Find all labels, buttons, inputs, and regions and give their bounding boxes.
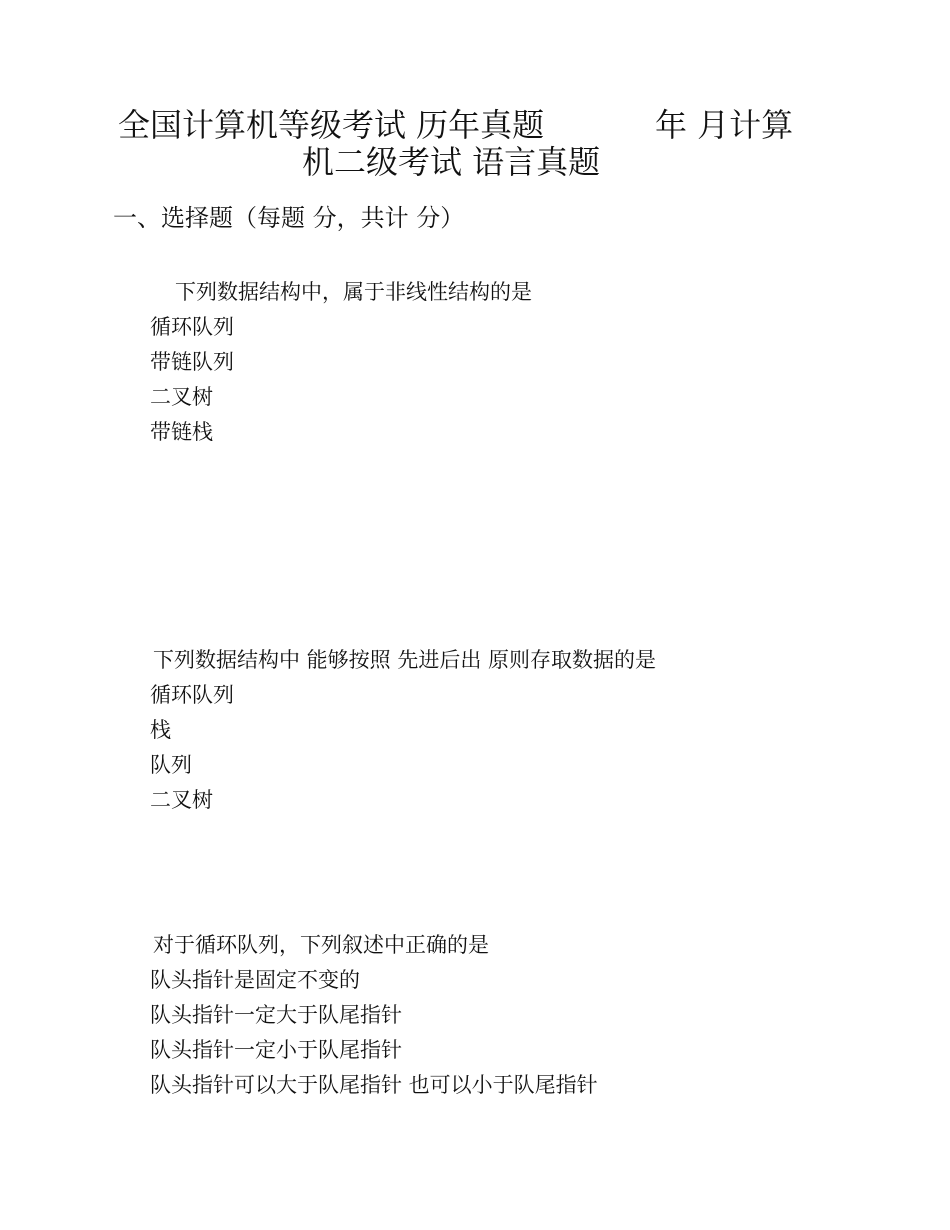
- document-title-line-1-right: 年 月计算: [655, 106, 794, 144]
- question-2-option-c: 队列: [150, 753, 192, 777]
- question-2-option-d: 二叉树: [150, 788, 213, 812]
- question-1-option-d: 带链栈: [150, 420, 213, 444]
- question-3-option-b: 队头指针一定大于队尾指针: [150, 1003, 402, 1027]
- question-1-option-b: 带链队列: [150, 350, 234, 374]
- question-3-option-a: 队头指针是固定不变的: [150, 968, 360, 992]
- document-title-line-2: 机二级考试 语言真题: [302, 143, 601, 181]
- question-3-option-c: 队头指针一定小于队尾指针: [150, 1038, 402, 1062]
- question-1-stem: 下列数据结构中，属于非线性结构的是: [175, 280, 532, 304]
- document-title-line-1: 全国计算机等级考试 历年真题: [118, 106, 545, 144]
- question-2-stem: 下列数据结构中 能够按照 先进后出 原则存取数据的是: [153, 648, 657, 672]
- question-2-option-b: 栈: [150, 718, 171, 742]
- question-3-option-d: 队头指针可以大于队尾指针 也可以小于队尾指针: [150, 1073, 598, 1097]
- question-1-option-a: 循环队列: [150, 315, 234, 339]
- section-heading: 一、选择题（每题 分，共计 分）: [113, 204, 465, 232]
- question-2-option-a: 循环队列: [150, 683, 234, 707]
- question-3-stem: 对于循环队列，下列叙述中正确的是: [153, 933, 489, 957]
- question-1-option-c: 二叉树: [150, 385, 213, 409]
